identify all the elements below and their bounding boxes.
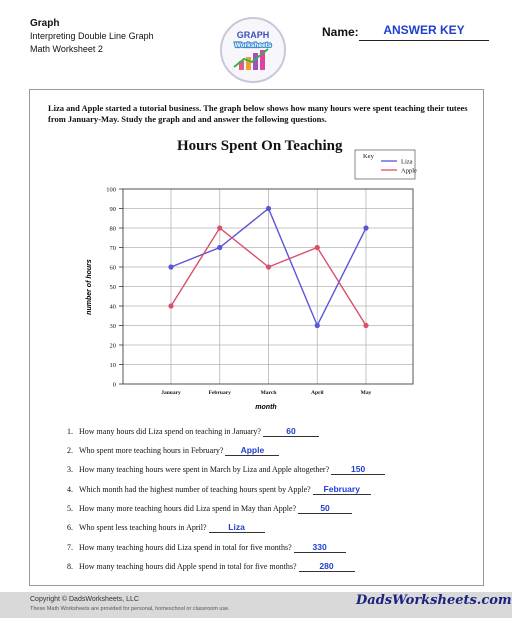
y-axis-label: number of hours xyxy=(86,259,93,315)
legend-label: Liza xyxy=(401,158,413,166)
answer-value: February xyxy=(313,484,371,495)
question-row xyxy=(67,542,346,553)
question-text: How many more teaching hours did Liza spend in May than Apple? xyxy=(79,504,297,513)
answer-value: 280 xyxy=(299,561,355,572)
question-text: How many hours did Liza spend on teaching in January? xyxy=(79,427,261,436)
data-point-liza xyxy=(363,225,368,230)
answer-value: 60 xyxy=(263,426,319,437)
y-tick-label: 0 xyxy=(112,381,116,389)
answer-value: 150 xyxy=(331,464,385,475)
question-number: 1. xyxy=(67,427,73,436)
data-point-apple xyxy=(315,245,320,250)
x-tick-label: May xyxy=(360,390,372,396)
y-tick-label: 90 xyxy=(109,206,116,213)
question-number: 6. xyxy=(67,523,73,532)
logo-subtitle: Worksheets xyxy=(234,42,272,49)
chart-legend xyxy=(355,150,417,179)
y-tick-label: 80 xyxy=(109,225,116,233)
x-tick-label: March xyxy=(260,390,277,396)
y-tick-label: 100 xyxy=(106,186,116,194)
data-point-apple xyxy=(266,264,271,269)
intro-text: Liza and Apple started a tutorial business. The graph below shows how many hours were spent teaching their tutees from January-May. Study the graph and and answer the following questions. xyxy=(48,103,468,124)
question-row xyxy=(67,426,319,437)
y-tick-label: 50 xyxy=(109,284,116,291)
question-text: Who spent more teaching hours in February? xyxy=(79,446,224,455)
legend-title: Key xyxy=(363,153,374,160)
question-text: How many teaching hours were spent in March by Liza and Apple altogether? xyxy=(79,465,330,474)
y-tick-label: 20 xyxy=(109,342,116,350)
x-tick-label: February xyxy=(208,390,231,396)
question-row xyxy=(67,445,279,456)
worksheet-subject: Graph xyxy=(30,18,60,29)
y-tick-label: 60 xyxy=(109,264,116,272)
legend-label: Apple xyxy=(401,167,417,175)
question-text: Which month had the highest number of teaching hours spent by Apple? xyxy=(79,485,311,494)
y-tick-label: 30 xyxy=(109,323,116,330)
y-tick-label: 40 xyxy=(109,303,116,311)
question-number: 4. xyxy=(67,485,73,494)
y-tick-label: 10 xyxy=(109,362,116,369)
chart-title: Hours Spent On Teaching xyxy=(177,138,343,154)
question-text: How many teaching hours did Apple spend in total for five months? xyxy=(79,562,297,571)
copyright-text: Copyright © DadsWorksheets, LLC xyxy=(30,596,139,603)
answer-value: Liza xyxy=(209,522,265,533)
question-number: 2. xyxy=(67,446,73,455)
answer-value: Apple xyxy=(225,445,279,456)
question-number: 5. xyxy=(67,504,73,513)
worksheet-topic: Interpreting Double Line Graph xyxy=(30,31,154,41)
question-row xyxy=(67,503,352,514)
data-point-liza xyxy=(168,264,173,269)
data-point-apple xyxy=(168,303,173,308)
answer-value: 330 xyxy=(294,542,346,553)
name-label: Name: xyxy=(322,25,359,39)
y-tick-label: 70 xyxy=(109,245,116,252)
dadsworksheets-logo: DadsWorksheets.com xyxy=(356,593,512,608)
question-row xyxy=(67,464,385,475)
answer-value: 50 xyxy=(298,503,352,514)
question-row xyxy=(67,522,265,533)
data-point-apple xyxy=(363,323,368,328)
worksheet-number: Math Worksheet 2 xyxy=(30,44,103,54)
question-text: Who spent less teaching hours in April? xyxy=(79,523,207,532)
question-number: 3. xyxy=(67,465,73,474)
chart-grid xyxy=(123,189,413,384)
x-tick-label: January xyxy=(161,390,181,396)
x-tick-label: April xyxy=(310,390,324,396)
question-row xyxy=(67,561,355,572)
question-text: How many teaching hours did Liza spend in total for five months? xyxy=(79,543,292,552)
name-value: ANSWER KEY xyxy=(383,23,465,37)
data-point-apple xyxy=(217,225,222,230)
usage-note: These Math Worksheets are provided for personal, homeschool or classroom use. xyxy=(30,606,230,612)
x-axis-label: month xyxy=(255,404,277,411)
question-row xyxy=(67,484,371,495)
question-number: 7. xyxy=(67,543,73,552)
data-point-liza xyxy=(266,206,271,211)
question-number: 8. xyxy=(67,562,73,571)
data-point-liza xyxy=(217,245,222,250)
data-point-liza xyxy=(315,323,320,328)
logo-title: GRAPH xyxy=(236,30,270,40)
